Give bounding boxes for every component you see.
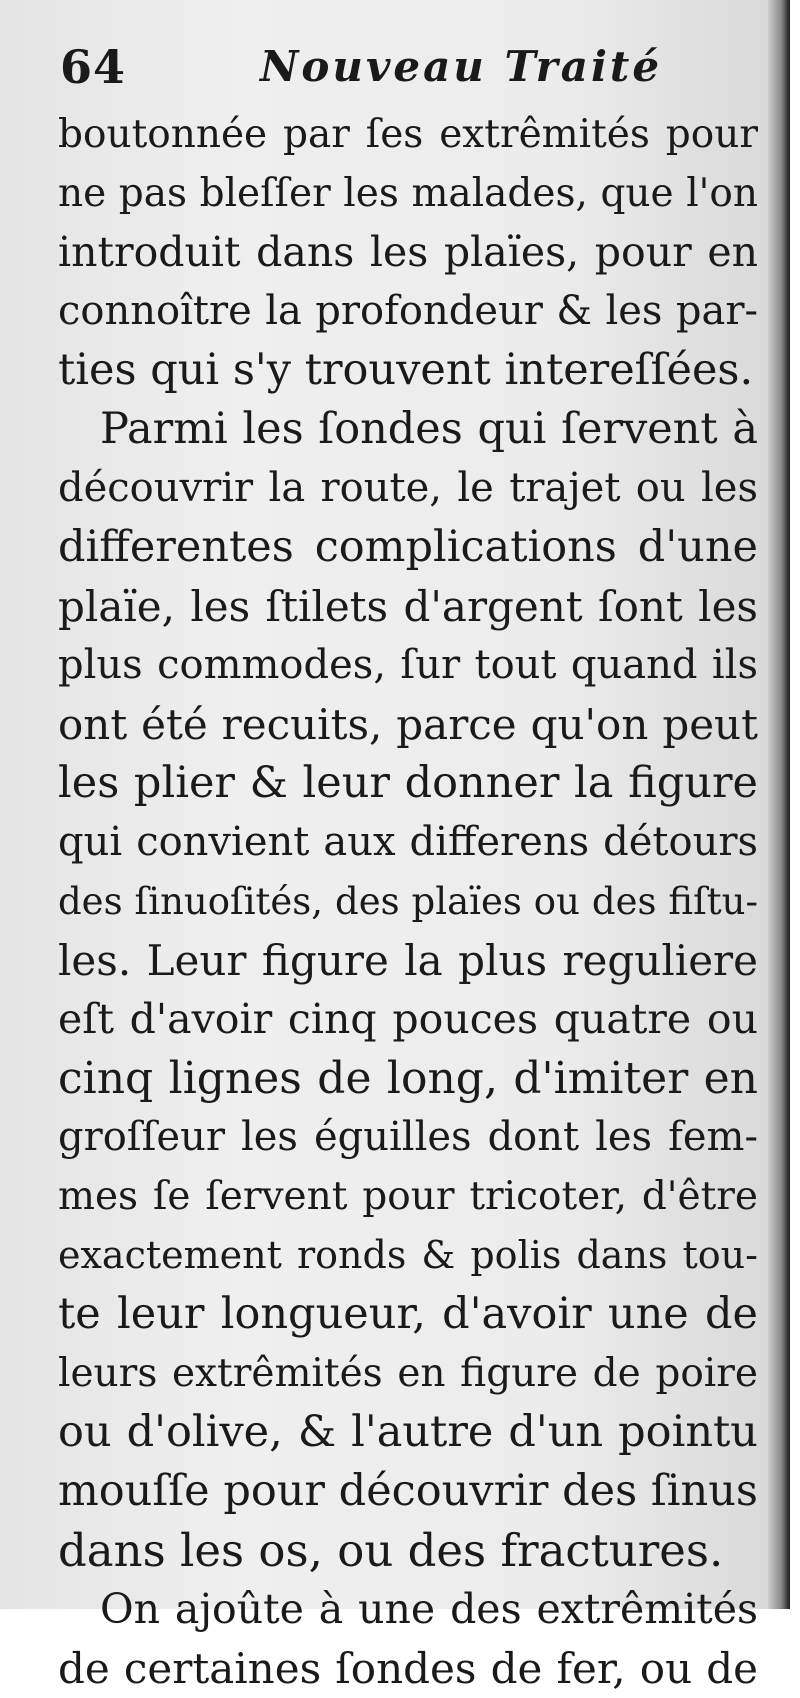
- text-line-17: cinq lignes de long, d'imiter en: [58, 1053, 758, 1104]
- text-line-16: eſt d'avoir cinq pouces quatre ou: [58, 995, 758, 1043]
- page-gutter-shadow: [768, 0, 790, 1609]
- text-line-27: de certaines ſondes de fer, ou de: [58, 1644, 758, 1693]
- text-line-21: te leur longueur, d'avoir une de: [58, 1289, 758, 1339]
- body-text: [58, 105, 758, 1698]
- page-header: [60, 40, 760, 100]
- text-line-5: ties qui s'y trouvent intereſſées.: [58, 345, 754, 395]
- text-line-11: ont été recuits, parce qu'on peut: [58, 700, 758, 749]
- text-line-7: découvrir la route, le trajet ou les: [58, 465, 758, 511]
- text-line-18: groſſeur les éguilles dont les fem-: [58, 1114, 758, 1160]
- text-line-1: boutonnée par ſes extrêmités pour: [58, 112, 758, 157]
- text-line-20: exactement ronds & polis dans tou-: [58, 1233, 758, 1277]
- page-edge: [790, 0, 800, 1609]
- text-line-14: des ſinuoſités, des plaïes ou des fiſtu-: [58, 880, 758, 923]
- text-line-2: ne pas bleſſer les malades, que l'on: [58, 171, 758, 216]
- text-line-25: dans les os, ou des fractures.: [58, 1524, 724, 1577]
- text-line-15: les. Leur figure la plus reguliere: [58, 936, 758, 985]
- text-line-19: mes ſe ſervent pour tricoter, d'être: [58, 1174, 758, 1219]
- text-line-24: mouſſe pour découvrir des ſinus: [58, 1466, 758, 1516]
- text-line-6: Parmi les ſondes qui ſervent à: [100, 404, 758, 454]
- text-line-26: On ajoûte à une des extrêmités: [100, 1585, 758, 1633]
- page-number: 64: [60, 40, 127, 94]
- text-line-9: plaïe, les ſtilets d'argent ſont les: [58, 582, 758, 631]
- text-line-3: introduit dans les plaïes, pour en: [58, 228, 758, 276]
- text-line-10: plus commodes, ſur tout quand ils: [58, 642, 758, 688]
- text-line-23: ou d'olive, & l'autre d'un pointu: [58, 1407, 758, 1457]
- text-line-4: connoître la profondeur & les par-: [58, 288, 758, 334]
- text-line-13: qui convient aux differens détours: [58, 819, 758, 865]
- text-line-12: les plier & leur donner la figure: [58, 758, 758, 808]
- running-title: Nouveau Traité: [260, 42, 663, 91]
- text-line-8: differentes complications d'une: [58, 522, 758, 572]
- text-line-22: leurs extrêmités en figure de poire: [58, 1351, 758, 1396]
